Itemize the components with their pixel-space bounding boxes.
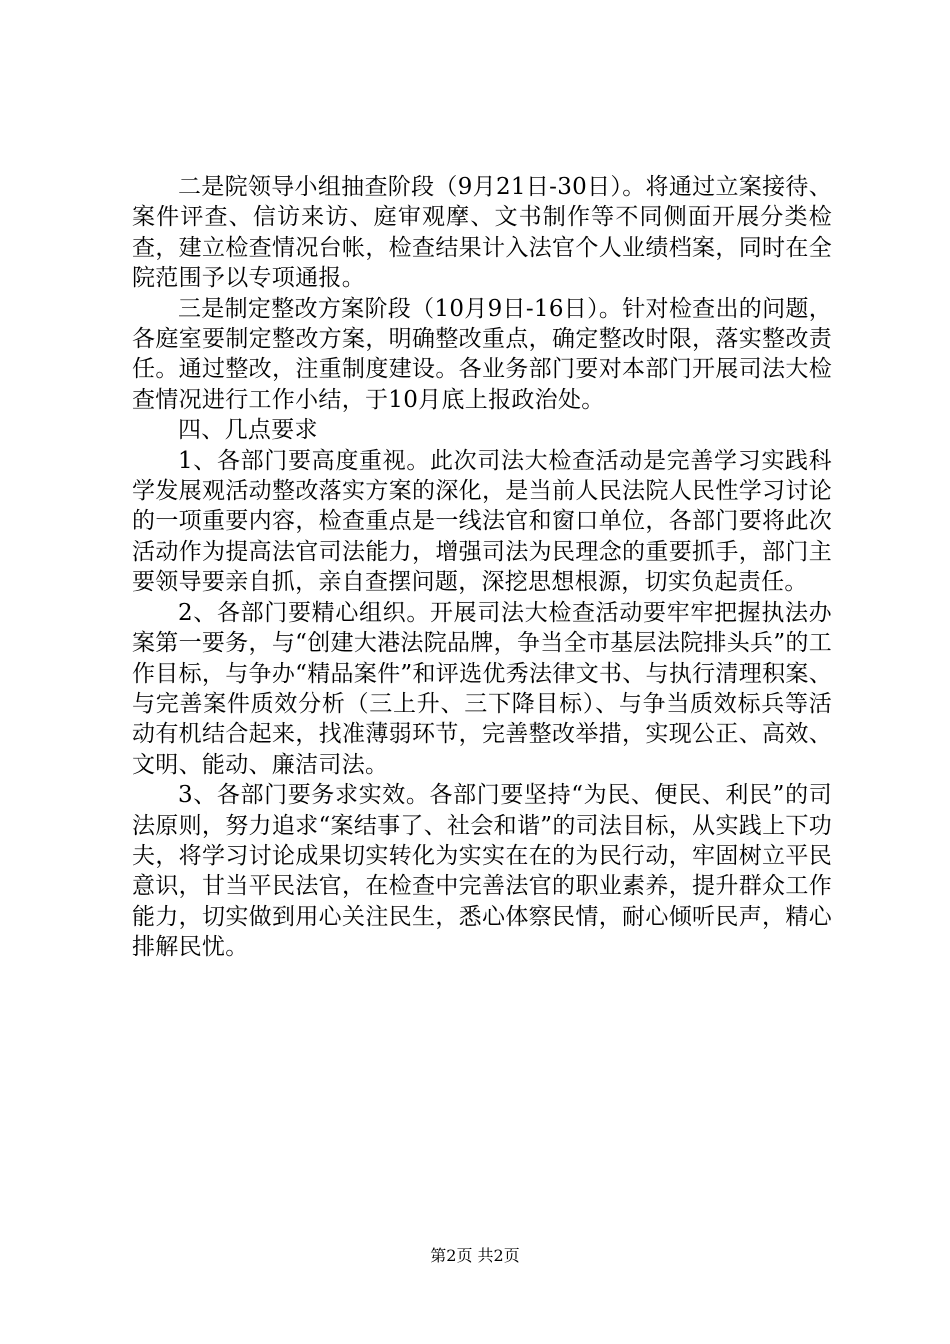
paragraph-requirement-3: 3、各部门要务求实效。各部门要坚持“为民、便民、利民”的司法原则，努力追求“案结事了、社会和谐”的司法目标，从实践上下功夫，将学习讨论成果切实转化为实实在在的为民行动，牢固树立平民意识，甘当平民法官，在检查中完善法官的职业素养，提升群众工作能力，切实做到用心关注民生，悉心体察民情，耐心倾听民声，精心排解民忧。 bbox=[132, 782, 832, 961]
section-heading-requirements: 四、几点要求 bbox=[178, 417, 318, 444]
paragraph-requirement-1: 1、各部门要高度重视。此次司法大检查活动是完善学习实践科学发展观活动整改落实方案的深化，是当前人民法院人民性学习讨论的一项重要内容，检查重点是一线法官和窗口单位，各部门要将此次活动作为提高法官司法能力，增强司法为民理念的重要抓手，部门主要领导要亲自抓，亲自查摆问题，深挖思想根源，切实负起责任。 bbox=[132, 447, 832, 596]
paragraph-stage-three: 三是制定整改方案阶段（10月9日-16日）。针对检查出的问题，各庭室要制定整改方案，明确整改重点，确定整改时限，落实整改责任。通过整改，注重制度建设。各业务部门要对本部门开展司法大检查情况进行工作小结，于10月底上报政治处。 bbox=[132, 295, 832, 413]
page-number-footer: 第2页 共2页 bbox=[430, 1246, 520, 1265]
document-body bbox=[132, 172, 832, 963]
paragraph-stage-two: 二是院领导小组抽查阶段（9月21日-30日）。将通过立案接待、案件评查、信访来访、庭审观摩、文书制作等不同侧面开展分类检查，建立检查情况台帐，检查结果计入法官个人业绩档案，同时在全院范围予以专项通报。 bbox=[132, 174, 832, 292]
paragraph-requirement-2: 2、各部门要精心组织。开展司法大检查活动要牢牢把握执法办案第一要务，与“创建大港法院品牌，争当全市基层法院排头兵”的工作目标，与争办“精品案件”和评选优秀法律文书、与执行清理积案、与完善案件质效分析（三上升、三下降目标）、与争当质效标兵等活动有机结合起来，找准薄弱环节，完善整改举措，实现公正、高效、文明、能动、廉洁司法。 bbox=[132, 599, 832, 778]
